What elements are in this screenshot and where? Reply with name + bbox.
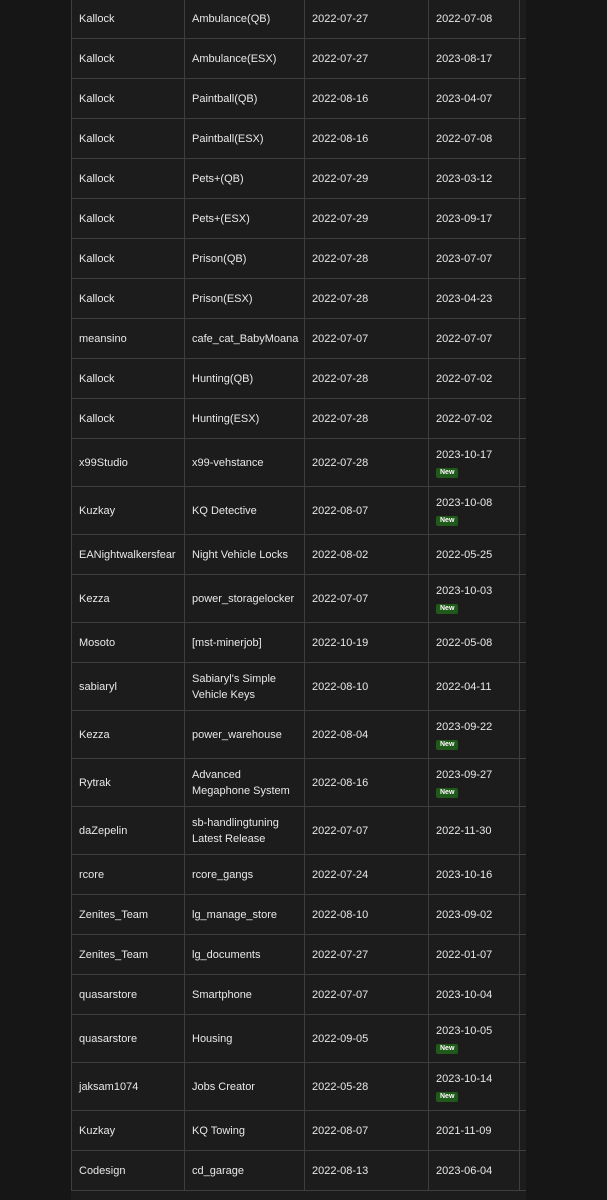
updated-date-cell (429, 359, 520, 399)
resource-name-cell[interactable]: Jobs Creator (185, 1063, 305, 1111)
table-row[interactable] (72, 711, 527, 759)
published-date-cell: 2022-08-07 (305, 487, 429, 535)
resource-name-cell[interactable]: Advanced Megaphone System (185, 759, 305, 807)
resource-name-cell[interactable]: x99-vehstance (185, 439, 305, 487)
resource-name-cell[interactable]: Ambulance(QB) (185, 0, 305, 39)
updated-date: 2023-04-23 (436, 292, 493, 305)
updated-date-cell (429, 439, 520, 487)
published-date-cell: 2022-07-28 (305, 279, 429, 319)
table-row[interactable] (72, 439, 527, 487)
table-row[interactable] (72, 487, 527, 535)
new-badge: New (436, 1044, 458, 1054)
resource-name-cell[interactable]: power_storagelocker (185, 575, 305, 623)
updated-date: 2023-06-04 (436, 1164, 493, 1177)
table-row[interactable] (72, 79, 527, 119)
right-gutter (526, 0, 607, 1200)
updated-date: 2023-07-07 (436, 252, 493, 265)
author-cell: rcore (72, 855, 185, 895)
table-row[interactable] (72, 935, 527, 975)
author-cell: Mosoto (72, 623, 185, 663)
resource-name-cell[interactable]: Housing (185, 1015, 305, 1063)
updated-date-cell (429, 807, 520, 855)
author-cell: Kuzkay (72, 1111, 185, 1151)
resource-name-cell[interactable]: Smartphone (185, 975, 305, 1015)
published-date-cell: 2022-07-27 (305, 39, 429, 79)
updated-date-cell (429, 895, 520, 935)
table-row[interactable] (72, 1063, 527, 1111)
updated-date-cell (429, 1151, 520, 1191)
published-date-cell: 2022-08-07 (305, 1111, 429, 1151)
author-cell: Codesign (72, 1151, 185, 1191)
updated-date-cell (429, 119, 520, 159)
updated-date-cell (429, 399, 520, 439)
updated-date: 2022-05-08 (436, 636, 493, 649)
published-date-cell: 2022-08-02 (305, 535, 429, 575)
table-row[interactable] (72, 1151, 527, 1191)
author-cell: Zenites_Team (72, 895, 185, 935)
published-date-cell: 2022-08-16 (305, 759, 429, 807)
resource-name-cell[interactable]: Paintball(ESX) (185, 119, 305, 159)
author-cell: Kezza (72, 575, 185, 623)
updated-date-cell (429, 759, 520, 807)
table-row[interactable] (72, 895, 527, 935)
published-date-cell: 2022-07-28 (305, 359, 429, 399)
resource-name-cell[interactable]: [mst-minerjob] (185, 623, 305, 663)
updated-date-cell (429, 935, 520, 975)
published-date-cell: 2022-07-29 (305, 199, 429, 239)
resource-name-cell[interactable]: sb-handlingtuning Latest Release (185, 807, 305, 855)
updated-date-cell (429, 39, 520, 79)
author-cell: Kallock (72, 0, 185, 39)
table-row[interactable] (72, 663, 527, 711)
resource-name-cell[interactable]: Ambulance(ESX) (185, 39, 305, 79)
published-date-cell: 2022-07-07 (305, 807, 429, 855)
author-cell: Kallock (72, 359, 185, 399)
table-row[interactable] (72, 239, 527, 279)
updated-date-cell (429, 0, 520, 39)
new-badge: New (436, 516, 458, 526)
table-row[interactable] (72, 855, 527, 895)
resource-name-cell[interactable]: Paintball(QB) (185, 79, 305, 119)
updated-date: 2022-05-25 (436, 548, 493, 561)
published-date-cell: 2022-07-27 (305, 0, 429, 39)
author-cell: x99Studio (72, 439, 185, 487)
author-cell: Rytrak (72, 759, 185, 807)
table-row[interactable] (72, 279, 527, 319)
updated-date-cell (429, 319, 520, 359)
updated-date: 2023-10-05 (436, 1024, 493, 1037)
updated-date: 2023-10-04 (436, 988, 493, 1001)
author-cell: Kallock (72, 399, 185, 439)
updated-date-cell (429, 279, 520, 319)
author-cell: Kallock (72, 159, 185, 199)
new-badge: New (436, 604, 458, 614)
table-row[interactable] (72, 759, 527, 807)
table-row[interactable] (72, 359, 527, 399)
table-row[interactable] (72, 575, 527, 623)
updated-date-cell (429, 159, 520, 199)
new-badge: New (436, 740, 458, 750)
updated-date: 2023-09-02 (436, 908, 493, 921)
author-cell: Kuzkay (72, 487, 185, 535)
resource-table-container[interactable] (71, 0, 526, 1200)
resource-name-cell[interactable]: Hunting(QB) (185, 359, 305, 399)
table-row[interactable] (72, 399, 527, 439)
author-cell: meansino (72, 319, 185, 359)
author-cell: Kallock (72, 39, 185, 79)
new-badge: New (436, 468, 458, 478)
updated-date-cell (429, 1015, 520, 1063)
author-cell: sabiaryl (72, 663, 185, 711)
published-date-cell: 2022-07-27 (305, 935, 429, 975)
updated-date: 2022-04-11 (436, 680, 492, 693)
updated-date: 2023-09-17 (436, 212, 493, 225)
updated-date: 2022-07-02 (436, 412, 493, 425)
published-date-cell: 2022-07-07 (305, 575, 429, 623)
new-badge: New (436, 788, 458, 798)
table-row[interactable] (72, 39, 527, 79)
updated-date: 2022-07-08 (436, 12, 493, 25)
author-cell: Kallock (72, 239, 185, 279)
updated-date-cell (429, 1111, 520, 1151)
updated-date-cell (429, 199, 520, 239)
updated-date-cell (429, 575, 520, 623)
resource-name-cell[interactable]: Pets+(QB) (185, 159, 305, 199)
updated-date-cell (429, 487, 520, 535)
resource-name-cell[interactable]: Prison(ESX) (185, 279, 305, 319)
updated-date-cell (429, 711, 520, 759)
published-date-cell: 2022-08-10 (305, 663, 429, 711)
published-date-cell: 2022-08-16 (305, 119, 429, 159)
published-date-cell: 2022-08-16 (305, 79, 429, 119)
published-date-cell: 2022-09-05 (305, 1015, 429, 1063)
resource-name-cell[interactable]: cd_garage (185, 1151, 305, 1191)
published-date-cell: 2022-07-29 (305, 159, 429, 199)
author-cell: jaksam1074 (72, 1063, 185, 1111)
resource-name-cell[interactable]: power_warehouse (185, 711, 305, 759)
resource-name-cell[interactable]: Sabiaryl's Simple Vehicle Keys (185, 663, 305, 711)
updated-date: 2022-11-30 (436, 824, 492, 837)
published-date-cell: 2022-07-07 (305, 975, 429, 1015)
table-row[interactable] (72, 623, 527, 663)
updated-date-cell (429, 535, 520, 575)
resource-name-cell[interactable]: lg_documents (185, 935, 305, 975)
resource-name-cell[interactable]: rcore_gangs (185, 855, 305, 895)
updated-date: 2023-09-27 (436, 768, 493, 781)
updated-date: 2022-07-02 (436, 372, 493, 385)
author-cell: EANightwalkersfear (72, 535, 185, 575)
updated-date-cell (429, 975, 520, 1015)
published-date-cell: 2022-07-28 (305, 239, 429, 279)
updated-date: 2022-07-07 (436, 332, 493, 345)
updated-date: 2021-11-09 (436, 1124, 492, 1137)
table-row[interactable] (72, 1111, 527, 1151)
resource-name-cell[interactable]: Prison(QB) (185, 239, 305, 279)
published-date-cell: 2022-08-04 (305, 711, 429, 759)
resource-name-cell[interactable]: Pets+(ESX) (185, 199, 305, 239)
table-row[interactable] (72, 319, 527, 359)
author-cell: quasarstore (72, 1015, 185, 1063)
published-date-cell: 2022-07-28 (305, 439, 429, 487)
table-body (72, 0, 527, 1191)
author-cell: Kallock (72, 119, 185, 159)
table-row[interactable] (72, 0, 527, 39)
updated-date-cell (429, 1063, 520, 1111)
updated-date-cell (429, 663, 520, 711)
resource-name-cell[interactable]: Hunting(ESX) (185, 399, 305, 439)
resource-name-cell[interactable]: KQ Detective (185, 487, 305, 535)
table-row[interactable] (72, 535, 527, 575)
author-cell: Kallock (72, 79, 185, 119)
resource-name-cell[interactable]: cafe_cat_BabyMoana (185, 319, 305, 359)
updated-date: 2023-03-12 (436, 172, 493, 185)
table-row[interactable] (72, 1015, 527, 1063)
table-row[interactable] (72, 975, 527, 1015)
updated-date: 2023-10-16 (436, 868, 493, 881)
new-badge: New (436, 1092, 458, 1102)
author-cell: Kezza (72, 711, 185, 759)
published-date-cell: 2022-07-24 (305, 855, 429, 895)
updated-date: 2022-01-07 (436, 948, 493, 961)
published-date-cell: 2022-08-13 (305, 1151, 429, 1191)
resource-name-cell[interactable]: lg_manage_store (185, 895, 305, 935)
updated-date: 2023-08-17 (436, 52, 493, 65)
updated-date: 2023-09-22 (436, 720, 493, 733)
resource-name-cell[interactable]: KQ Towing (185, 1111, 305, 1151)
author-cell: Kallock (72, 199, 185, 239)
updated-date: 2023-10-08 (436, 496, 493, 509)
author-cell: Kallock (72, 279, 185, 319)
published-date-cell: 2022-08-10 (305, 895, 429, 935)
updated-date-cell (429, 855, 520, 895)
updated-date-cell (429, 623, 520, 663)
updated-date-cell (429, 239, 520, 279)
published-date-cell: 2022-10-19 (305, 623, 429, 663)
updated-date-cell (429, 79, 520, 119)
updated-date: 2023-10-03 (436, 584, 493, 597)
updated-date: 2023-10-14 (436, 1072, 493, 1085)
resource-name-cell[interactable]: Night Vehicle Locks (185, 535, 305, 575)
table-row[interactable] (72, 199, 527, 239)
published-date-cell: 2022-07-28 (305, 399, 429, 439)
table-row[interactable] (72, 807, 527, 855)
updated-date: 2023-10-17 (436, 448, 493, 461)
author-cell: daZepelin (72, 807, 185, 855)
table-row[interactable] (72, 159, 527, 199)
author-cell: Zenites_Team (72, 935, 185, 975)
table-row[interactable] (72, 119, 527, 159)
resource-table (71, 0, 526, 1191)
published-date-cell: 2022-07-07 (305, 319, 429, 359)
updated-date: 2023-04-07 (436, 92, 493, 105)
author-cell: quasarstore (72, 975, 185, 1015)
updated-date: 2022-07-08 (436, 132, 493, 145)
published-date-cell: 2022-05-28 (305, 1063, 429, 1111)
